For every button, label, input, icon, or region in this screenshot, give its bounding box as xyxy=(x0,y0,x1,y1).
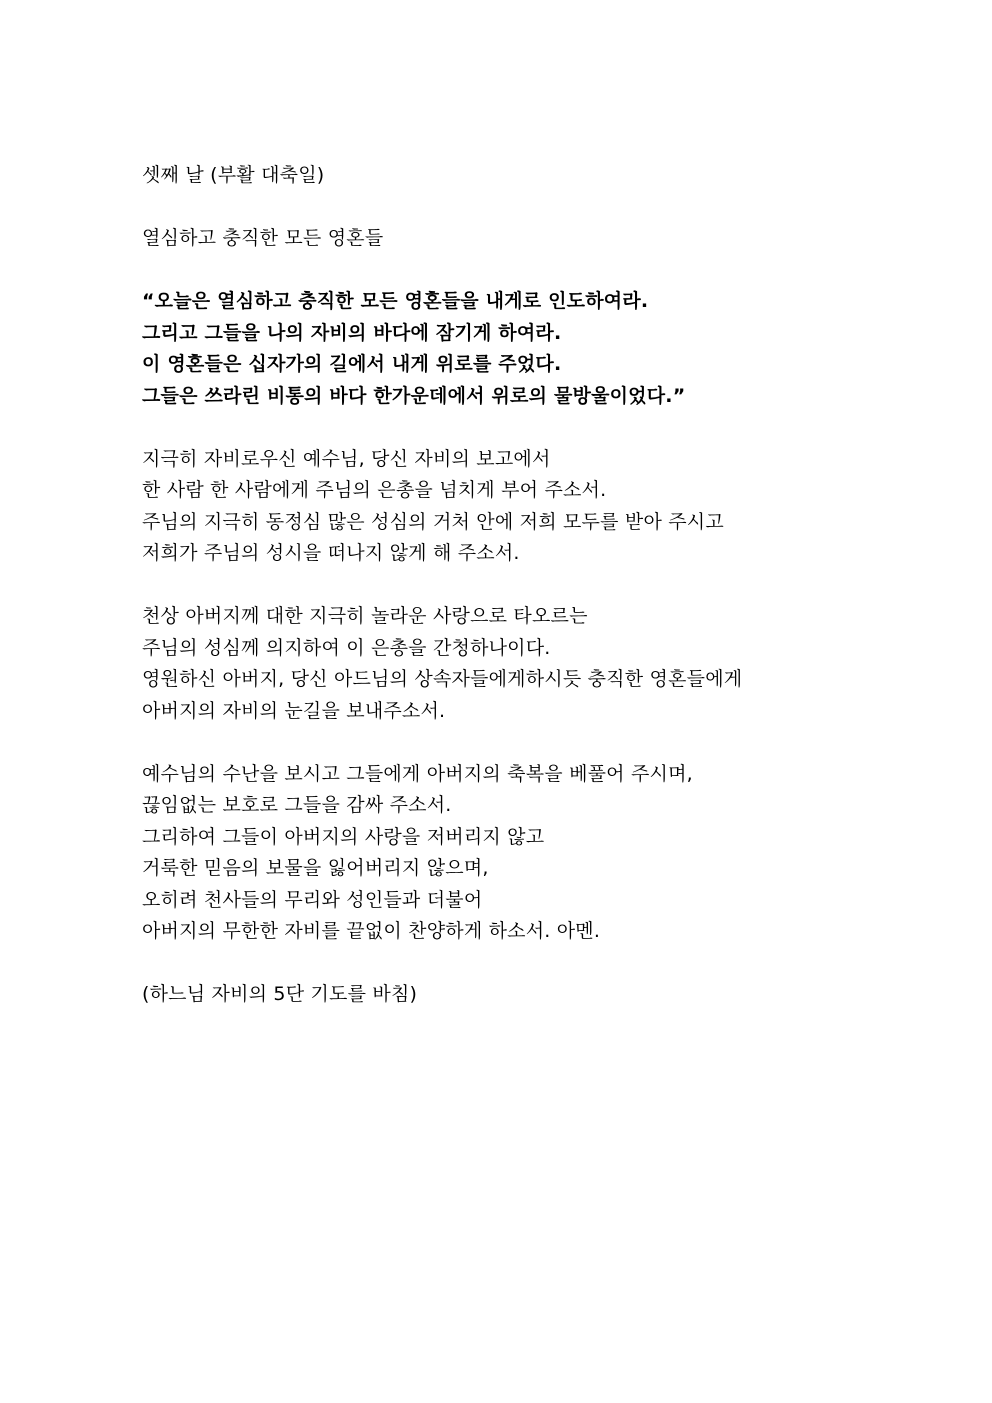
prayer-line: 거룩한 믿음의 보물을 잃어버리지 않으며, xyxy=(142,857,489,879)
prayer-line: 지극히 자비로우신 예수님, 당신 자비의 보고에서 xyxy=(142,447,551,470)
prayer-line: 예수님의 수난을 보시고 그들에게 아버지의 축복을 베풀어 주시며, xyxy=(142,762,693,785)
prayer-line: 오히려 천사들의 무리와 성인들과 더불어 xyxy=(142,888,483,911)
prayer-line: 주님의 성심께 의지하여 이 은총을 간청하나이다. xyxy=(142,636,551,659)
heading: 셋째 날 (부활 대축일) xyxy=(142,164,325,186)
prayer-line: 저희가 주님의 성시을 떠나지 않게 해 주소서. xyxy=(142,542,520,564)
prayer-line: 아버지의 자비의 눈길을 보내주소서. xyxy=(142,699,446,722)
spacer xyxy=(142,192,942,224)
quote-line: “오늘은 열심하고 충직한 모든 영혼들을 내게로 인도하여라. xyxy=(142,290,649,312)
spacer xyxy=(142,727,942,759)
prayer-line: 주님의 지극히 동정심 많은 성심의 거처 안에 저희 모두를 받아 주시고 xyxy=(142,510,724,533)
prayer-paragraph-1 xyxy=(142,444,942,570)
quote-line: 그리고 그들을 나의 자비의 바다에 잠기게 하여라. xyxy=(142,321,562,344)
spacer xyxy=(142,570,942,602)
prayer-line: 그리하여 그들이 아버지의 사랑을 저버리지 않고 xyxy=(142,825,545,848)
quote-block xyxy=(142,286,942,412)
prayer-paragraph-2 xyxy=(142,601,942,727)
prayer-line: 영원하신 아버지, 당신 아드님의 상속자들에게하시듯 충직한 영혼들에게 xyxy=(142,668,743,690)
quote-line: 이 영혼들은 십자가의 길에서 내게 위로를 주었다. xyxy=(142,353,562,375)
prayer-paragraph-3 xyxy=(142,759,942,948)
prayer-line: 끊임없는 보호로 그들을 감싸 주소서. xyxy=(142,794,452,816)
quote-line: 그들은 쓰라린 비통의 바다 한가운데에서 위로의 물방울이었다.” xyxy=(142,384,686,407)
document-page xyxy=(142,160,942,1011)
spacer xyxy=(142,948,942,980)
spacer xyxy=(142,255,942,287)
prayer-line: 천상 아버지께 대한 지극히 놀라운 사랑으로 타오르는 xyxy=(142,605,588,627)
intention-title: 열심하고 충직한 모든 영혼들 xyxy=(142,227,384,249)
prayer-line: 한 사람 한 사람에게 주님의 은총을 넘치게 부어 주소서. xyxy=(142,479,607,501)
prayer-line: 아버지의 무한한 자비를 끝없이 찬양하게 하소서. 아멘. xyxy=(142,920,601,942)
closing-note: (하느님 자비의 5단 기도를 바침) xyxy=(142,983,418,1005)
spacer xyxy=(142,412,942,444)
